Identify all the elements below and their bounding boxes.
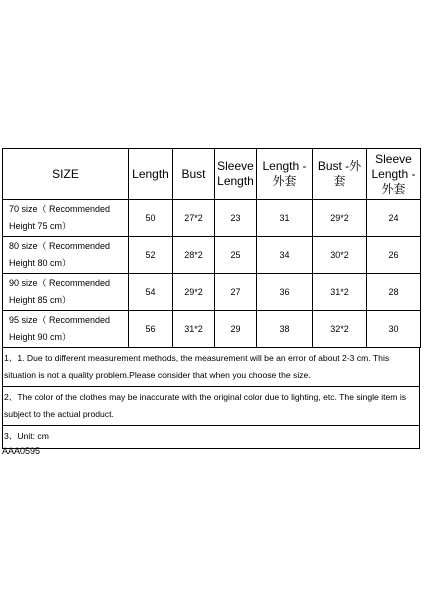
coat-sleeve-length-cell: 24 xyxy=(367,200,421,237)
sleeve-length-cell: 25 xyxy=(215,237,257,274)
length-cell: 50 xyxy=(129,200,173,237)
table-row xyxy=(3,311,421,348)
coat-bust-cell: 32*2 xyxy=(313,311,367,348)
table-header-row xyxy=(3,149,421,200)
size-table xyxy=(2,148,421,348)
header-size: SIZE xyxy=(3,149,129,200)
length-cell: 56 xyxy=(129,311,173,348)
notes-table xyxy=(2,348,420,449)
length-cell: 54 xyxy=(129,274,173,311)
size-cell: 80 size（ Recommended Height 80 cm） xyxy=(3,237,129,274)
coat-length-cell: 38 xyxy=(257,311,313,348)
coat-length-cell: 34 xyxy=(257,237,313,274)
coat-bust-cell: 30*2 xyxy=(313,237,367,274)
coat-sleeve-length-cell: 30 xyxy=(367,311,421,348)
note-unit: 3、Unit: cm xyxy=(3,426,420,449)
sleeve-length-cell: 23 xyxy=(215,200,257,237)
table-row xyxy=(3,200,421,237)
note-measurement: 1、1. Due to different measurement methods, the measurement will be an error of about 2-3 cm. This situation is not a quality problem.Please consider that when you choose the size. xyxy=(3,348,420,387)
header-sleeve-length: Sleeve Length xyxy=(215,149,257,200)
coat-sleeve-length-cell: 26 xyxy=(367,237,421,274)
size-chart xyxy=(2,148,420,449)
header-coat-length: Length -外套 xyxy=(257,149,313,200)
bust-cell: 28*2 xyxy=(173,237,215,274)
header-coat-sleeve-length: Sleeve Length -外套 xyxy=(367,149,421,200)
sleeve-length-cell: 29 xyxy=(215,311,257,348)
product-code: AAA0595 xyxy=(2,446,41,456)
size-cell: 90 size（ Recommended Height 85 cm） xyxy=(3,274,129,311)
table-row xyxy=(3,237,421,274)
bust-cell: 31*2 xyxy=(173,311,215,348)
table-row xyxy=(3,274,421,311)
coat-length-cell: 36 xyxy=(257,274,313,311)
sleeve-length-cell: 27 xyxy=(215,274,257,311)
header-length: Length xyxy=(129,149,173,200)
size-cell: 70 size（ Recommended Height 75 cm） xyxy=(3,200,129,237)
length-cell: 52 xyxy=(129,237,173,274)
bust-cell: 29*2 xyxy=(173,274,215,311)
size-cell: 95 size（ Recommended Height 90 cm） xyxy=(3,311,129,348)
header-bust: Bust xyxy=(173,149,215,200)
note-color: 2、The color of the clothes may be inaccurate with the original color due to lighting, etc. The single item is subject to the actual product. xyxy=(3,387,420,426)
coat-bust-cell: 31*2 xyxy=(313,274,367,311)
coat-sleeve-length-cell: 28 xyxy=(367,274,421,311)
coat-length-cell: 31 xyxy=(257,200,313,237)
bust-cell: 27*2 xyxy=(173,200,215,237)
coat-bust-cell: 29*2 xyxy=(313,200,367,237)
header-coat-bust: Bust -外套 xyxy=(313,149,367,200)
